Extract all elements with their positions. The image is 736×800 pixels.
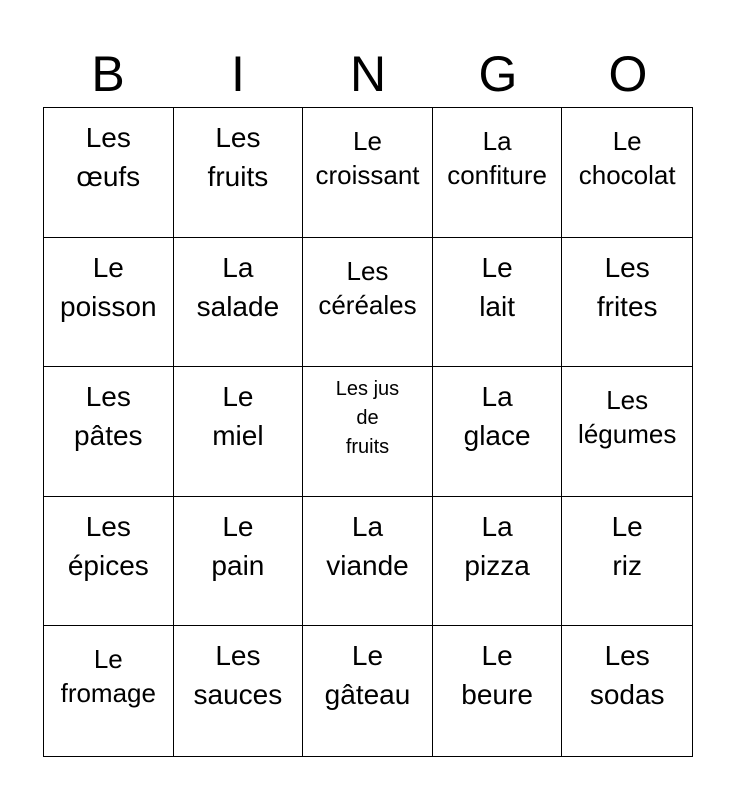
bingo-cell[interactable]: Le pain [174, 497, 304, 627]
bingo-cell[interactable]: Les sodas [589, 640, 665, 711]
bingo-cell[interactable]: Le gâteau [303, 626, 433, 756]
bingo-cell[interactable]: Les épices [44, 497, 174, 627]
bingo-cell[interactable]: La glace [433, 367, 563, 497]
bingo-cell[interactable]: Le fromage [44, 626, 174, 756]
bingo-cell[interactable]: Le chocolat [562, 108, 692, 238]
bingo-cell[interactable]: La salade [174, 238, 304, 368]
bingo-cell[interactable]: Le miel [174, 367, 304, 497]
header-letter-n: N [349, 46, 387, 102]
bingo-cell[interactable]: Le beure [433, 626, 563, 756]
bingo-cell[interactable]: Le lait [433, 238, 563, 368]
bingo-cell[interactable]: Les frites [562, 238, 692, 368]
bingo-cell[interactable]: La viande [303, 497, 433, 627]
bingo-cell[interactable]: La confiture [433, 108, 563, 238]
header-letter-o: O [608, 46, 648, 102]
bingo-cell[interactable]: Les fruits [174, 108, 304, 238]
bingo-cell[interactable]: Les céréales [303, 238, 433, 368]
bingo-cell[interactable]: Le poisson [44, 238, 174, 368]
bingo-board [43, 107, 693, 757]
header-letter-i: I [231, 46, 245, 102]
bingo-cell[interactable]: Les jus de fruits [303, 367, 433, 497]
bingo-cell[interactable]: Le croissant [303, 108, 433, 238]
header-letter-g: G [478, 46, 518, 102]
bingo-header [43, 40, 693, 108]
bingo-cell[interactable]: Le riz [562, 497, 692, 627]
bingo-cell[interactable]: Les légumes [562, 367, 692, 497]
bingo-cell[interactable]: Les sauces [174, 626, 304, 756]
bingo-cell[interactable]: Les œufs [44, 108, 174, 238]
header-letter-b: B [91, 46, 125, 102]
bingo-cell[interactable]: La pizza [433, 497, 563, 627]
bingo-cell[interactable]: Les pâtes [44, 367, 174, 497]
